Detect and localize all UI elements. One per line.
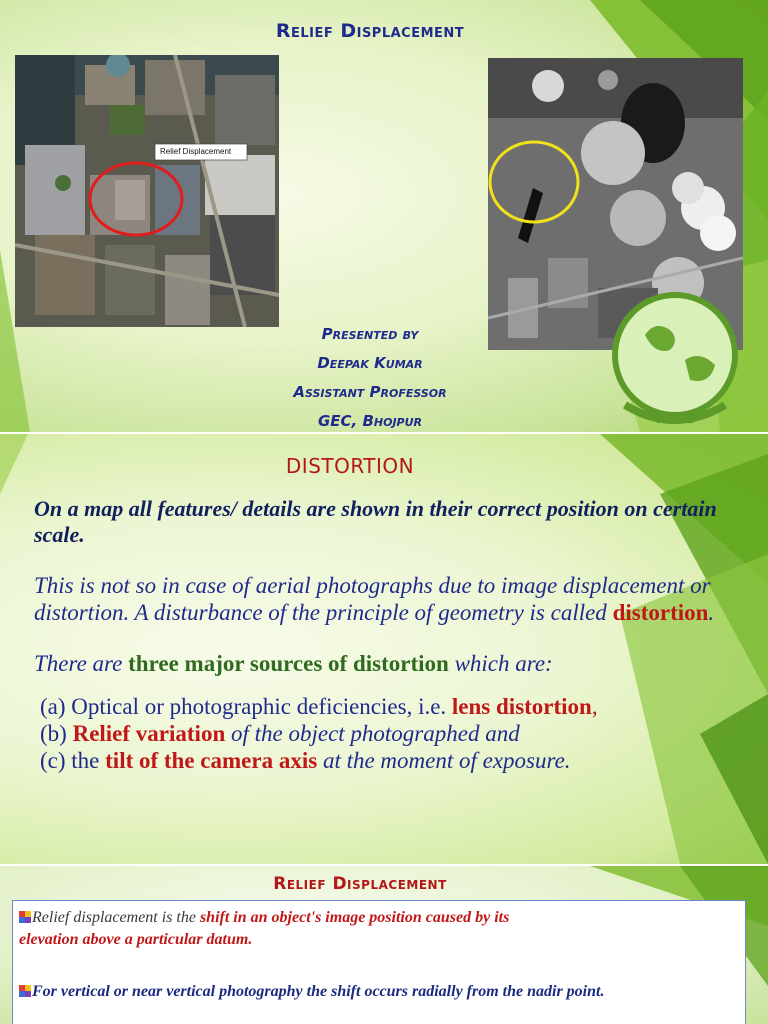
presenter-role: Assistant Professor: [293, 383, 447, 401]
definition-text: This is not so in case of aerial photographs due to image displacement or distortion. A disturbance of the principle of geometry is called: [34, 573, 711, 625]
sources-intro-end: which are:: [448, 651, 553, 676]
item-1-highlight-cont: elevation above a particular datum.: [19, 931, 253, 948]
three-sources-phrase: three major sources of distortion: [128, 651, 449, 676]
relief-displacement-callout: Relief Displacement: [160, 147, 232, 156]
slide-heading-relief: Relief Displacement: [273, 874, 447, 894]
sources-list: [34, 693, 734, 774]
bullet-icon: [19, 911, 31, 923]
item-c-highlight: tilt of the camera axis: [105, 748, 318, 773]
source-item-c: [40, 747, 734, 774]
item-c-text: (c) the: [40, 748, 106, 773]
item-b-highlight: Relief variation: [72, 721, 226, 746]
presenter-name: Deepak Kumar: [317, 354, 423, 372]
aerial-photo-graphic: [15, 55, 279, 327]
slide-heading-distortion: DISTORTION: [285, 454, 415, 478]
slide-relief-displacement: [0, 866, 768, 1024]
item-b-suffix: of the object photographed and: [225, 721, 520, 746]
definition-end: .: [708, 600, 715, 625]
presenter-line-1: Presented by: [321, 325, 419, 343]
item-a-comma: ,: [591, 694, 598, 719]
globe-icon: [585, 265, 755, 432]
slide-title-heading: Relief Displacement: [275, 20, 465, 42]
item-a-text: (a) Optical or photographic deficiencies, i.e.: [40, 694, 452, 719]
item-1-highlight: shift in an object's image position caused by its: [199, 909, 510, 926]
item-c-suffix: at the moment of exposure.: [317, 748, 571, 773]
distortion-definition: [34, 572, 734, 626]
item-2-text: For vertical or near vertical photography the shift occurs radially from the nadir point.: [32, 983, 605, 1000]
sources-intro: [34, 650, 734, 677]
presenter-affiliation: GEC, Bhojpur: [317, 412, 423, 430]
aerial-photo-color: [15, 55, 279, 327]
slide-title: [0, 0, 768, 432]
lead-statement: On a map all features/ details are shown in their correct position on certain scale.: [34, 496, 717, 547]
item-1-text: Relief displacement is the: [32, 909, 200, 926]
bullet-item-1: [19, 907, 509, 951]
content-box: [12, 900, 746, 1024]
distortion-body: [34, 496, 734, 774]
bullet-item-2: [19, 981, 604, 1003]
presenter-block: [200, 320, 540, 432]
bullet-icon: [19, 985, 31, 997]
source-item-a: [40, 693, 734, 720]
item-a-highlight: lens distortion: [451, 694, 592, 719]
item-b-text: (b): [40, 721, 73, 746]
source-item-b: [40, 720, 734, 747]
slide-distortion: [0, 434, 768, 864]
sources-intro-text: There are: [34, 651, 129, 676]
term-distortion: distortion: [612, 600, 709, 625]
